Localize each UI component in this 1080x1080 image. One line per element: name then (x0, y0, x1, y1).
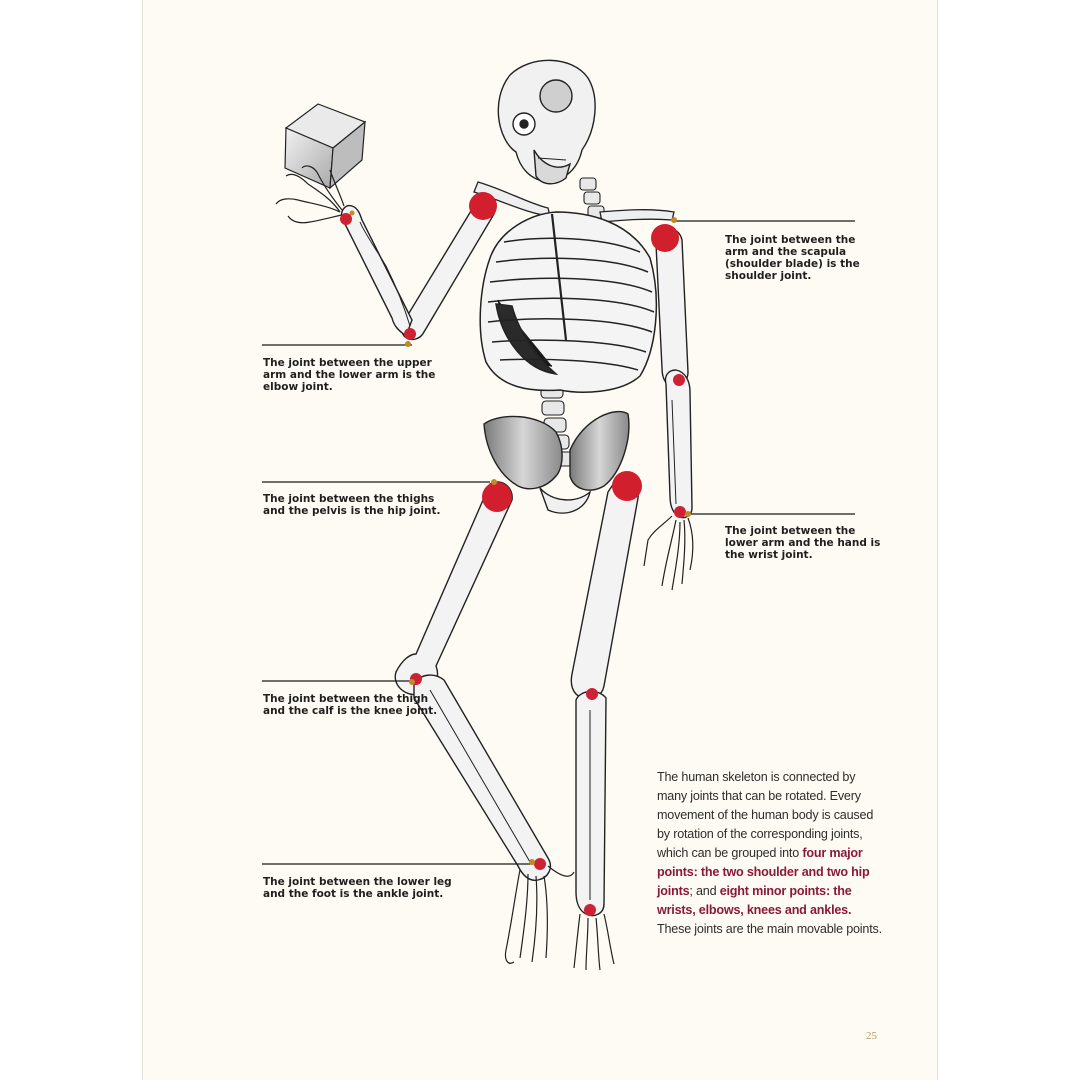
body-paragraph: The human skeleton is connected by many joints that can be rotated. Every movement of the human body is caused by rotation of the corresponding joints, which can be grouped into four major points: the two shoulder and two hip joints; and eight minor points: the wrists, elbows, knees and ankles. These joints are the main movable points. (657, 770, 882, 936)
wrist-joint-label: The joint between the lower arm and the hand is the wrist joint. (725, 525, 881, 561)
right-elbow-joint (673, 374, 685, 386)
page-number: 25 (866, 1030, 877, 1042)
left-ankle-joint (534, 858, 546, 870)
left-foot (505, 866, 574, 963)
right-foot (574, 914, 614, 970)
right-arm (656, 228, 692, 518)
right-knee-joint (586, 688, 598, 700)
rib-cage (480, 212, 656, 392)
left-hip-joint (482, 482, 512, 512)
right-leg (571, 479, 638, 915)
shoulder-joint-label: The joint between the arm and the scapula (shoulder blade) is the shoulder joint. (725, 234, 860, 282)
right-ankle-joint (584, 904, 596, 916)
skull (498, 60, 595, 183)
right-shoulder-joint (651, 224, 679, 252)
left-arm (342, 196, 495, 339)
right-hip-joint (612, 471, 642, 501)
minor-points-highlight: eight minor points: the wrists, elbows, knees and ankles. (657, 884, 852, 917)
major-points-highlight: four major points: the two shoulder and two hip joints (657, 846, 870, 898)
right-wrist-joint (674, 506, 686, 518)
elbow-joint-label: The joint between the upper arm and the lower arm is the elbow joint. (263, 357, 436, 393)
right-hand (644, 516, 693, 590)
knee-joint-label: The joint between the thigh and the calf is the knee joint. (263, 693, 438, 717)
left-wrist-joint (340, 213, 352, 225)
left-elbow-joint (404, 328, 416, 340)
ankle-joint-label: The joint between the lower leg and the foot is the ankle joint. (263, 876, 452, 900)
left-shoulder-joint (469, 192, 497, 220)
hip-joint-label: The joint between the thighs and the pelvis is the hip joint. (263, 493, 441, 517)
